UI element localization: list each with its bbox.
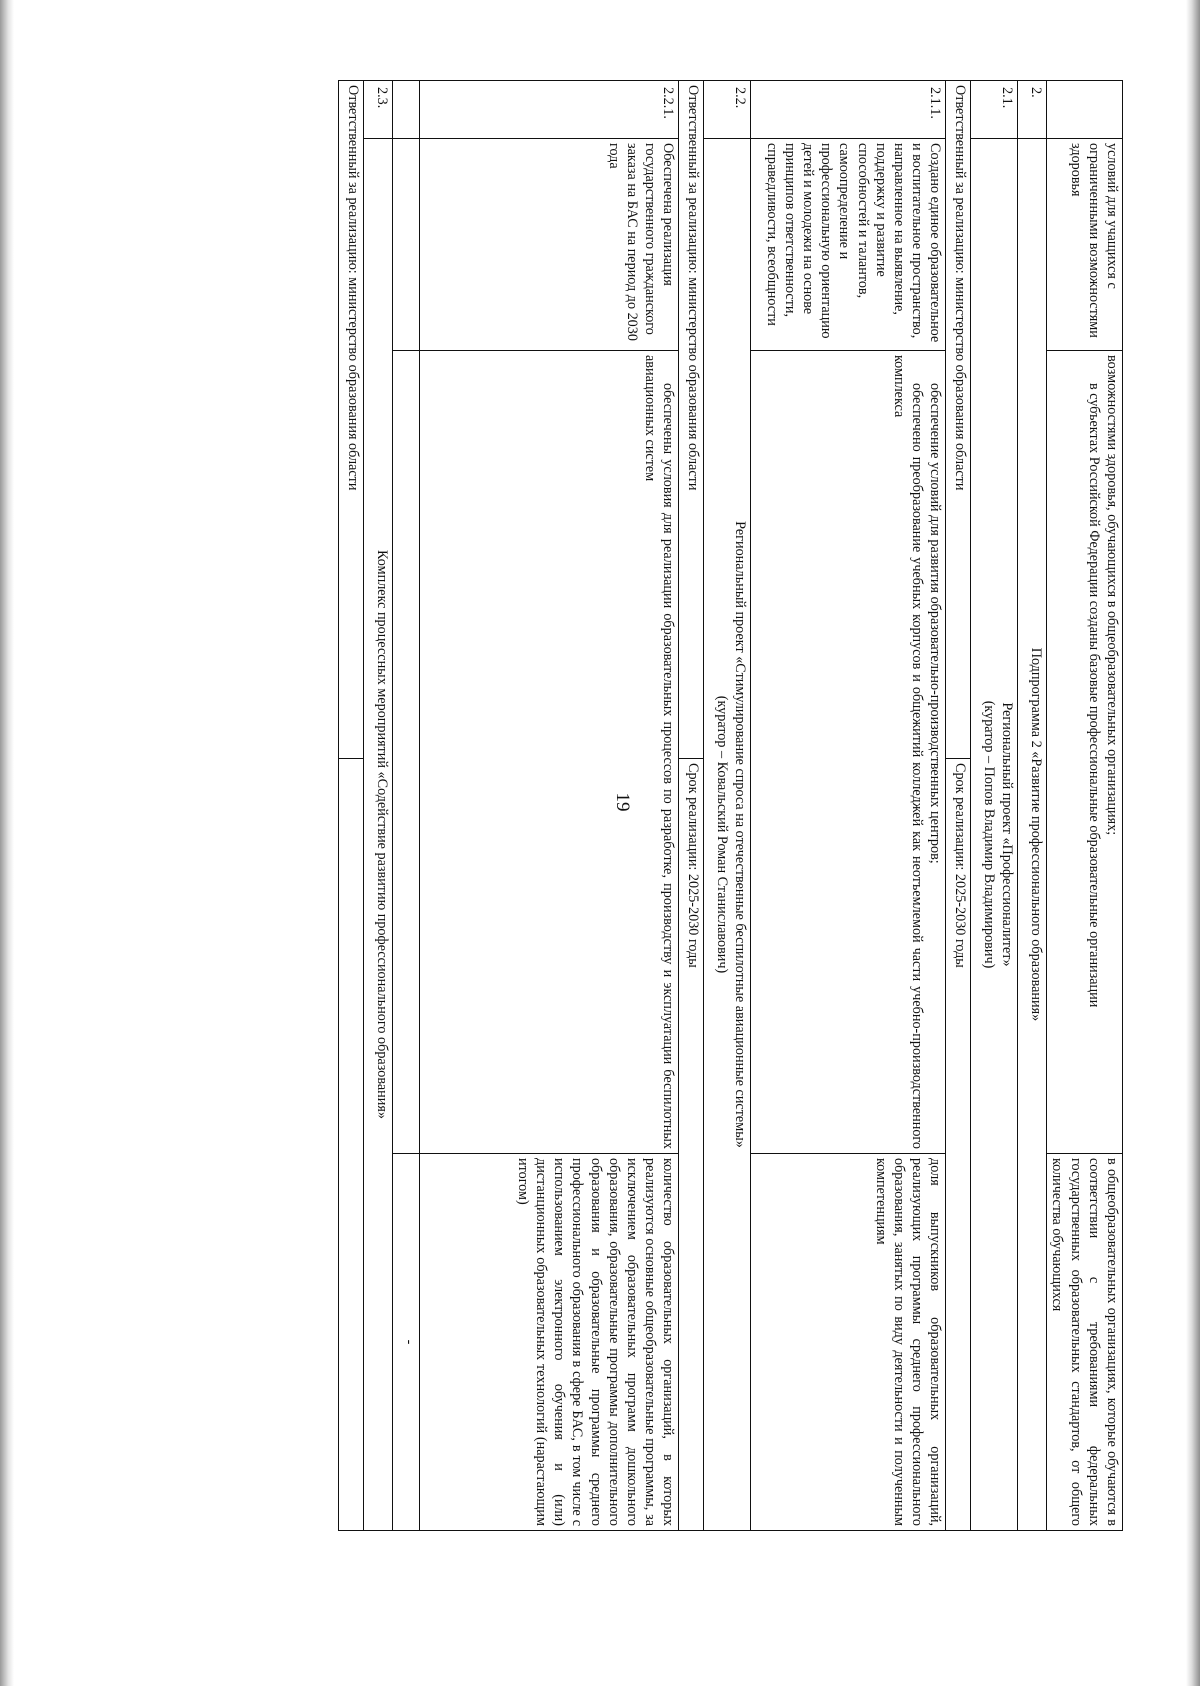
cell-empty-effect bbox=[393, 351, 420, 1154]
rp22-title: Региональный проект «Стимулирование спроса на отечественные беспилотные авиационные системы» bbox=[732, 521, 749, 1148]
effect-221: обеспечены условия для реализации образовательных процессов по разработке, производству и эксплуатации беспилотных авиационных систем bbox=[642, 355, 677, 1149]
cpm23-title: Комплекс процессных мероприятий «Содействие развитию профессионального образования» bbox=[364, 139, 393, 1531]
rotated-table-container bbox=[173, 80, 1123, 1530]
cell-effect-continuation bbox=[1047, 351, 1123, 1154]
table-row-complex-2-3 bbox=[364, 81, 393, 1531]
cell-num-cpm23: 2.3. bbox=[364, 81, 393, 139]
rp22-responsible: Ответственный за реализацию: министерство образования области bbox=[679, 81, 704, 759]
table-row-subprogram-2 bbox=[1018, 81, 1047, 1531]
rp21-responsible: Ответственный за реализацию: министерство образования области bbox=[946, 81, 971, 759]
table-row-rp22-responsible bbox=[679, 81, 704, 1531]
cell-task-continuation: условий для учащихся с ограниченными возможностями здоровья bbox=[1047, 139, 1123, 351]
table-row-regional-project-2-2 bbox=[704, 81, 751, 1531]
cell-num-empty bbox=[1047, 81, 1123, 139]
cell-rp22-title bbox=[704, 139, 751, 1531]
table-row-rp21-responsible bbox=[946, 81, 971, 1531]
table-row-2-2-1 bbox=[420, 81, 679, 1531]
table-row-2-1-1 bbox=[751, 81, 946, 1531]
table-row-2-2-1-empty bbox=[393, 81, 420, 1531]
effect-211-p2: обеспечено преобразование учебных корпусов и общежитий колледжей как неотъемлемой части учебно-производственного комплекса bbox=[890, 355, 926, 1149]
cell-effect-211 bbox=[751, 351, 946, 1154]
cell-rp21-title bbox=[971, 139, 1018, 1531]
subprogram-title: Подпрограмма 2 «Развитие профессионального образования» bbox=[1018, 139, 1047, 1531]
rp22-term: Срок реализации: 2025-2030 годы bbox=[679, 759, 704, 1531]
effect-continuation-line1: возможностями здоровья, обучающихся в общеобразовательных организациях; bbox=[1104, 355, 1120, 836]
cell-task-211: Создано единое образовательное и воспитательное пространство, направленное на выявление, поддержку и развитие способностей и талантов, самоопределение и профессиональную ориентацию детей и молодежи на основе принципов ответственности, справедливости, всеобщности bbox=[751, 139, 946, 351]
cpm23-term-empty bbox=[339, 759, 364, 1531]
cpm23-responsible: Ответственный за реализацию: министерство образования области bbox=[339, 81, 364, 759]
scan-edge-left bbox=[0, 0, 14, 1686]
page-number: 19 bbox=[612, 792, 633, 812]
rp21-term: Срок реализации: 2025-2030 годы bbox=[946, 759, 971, 1531]
cell-effect-221 bbox=[420, 351, 679, 1154]
cell-empty-indicator: - bbox=[393, 1154, 420, 1531]
cell-num-221: 2.2.1. bbox=[420, 81, 679, 139]
rp22-curator: (куратор – Ковальский Роман Станиславович) bbox=[714, 695, 731, 974]
table-row-continuation bbox=[1047, 81, 1123, 1531]
cell-num-rp21: 2.1. bbox=[971, 81, 1018, 139]
cell-num-subprogram: 2. bbox=[1018, 81, 1047, 139]
scan-edge-right bbox=[1186, 0, 1200, 1686]
cell-empty-num bbox=[393, 81, 420, 139]
measures-table bbox=[338, 80, 1123, 1531]
cell-task-221: Обеспечена реализация государственного гражданского заказа на БАС на период до 2030 года bbox=[420, 139, 679, 351]
cell-indicator-211: доля выпускников образовательных организаций, реализующих программы среднего профессионального образования, занятых по виду деятельности и полученным компетенциям bbox=[751, 1154, 946, 1531]
cell-indicator-continuation: в общеобразовательных организациях, которые обучаются в соответствии с требованиями федеральных государственных образовательных стандартов, от общего количества обучающихся bbox=[1047, 1154, 1123, 1531]
cell-indicator-221: количество образовательных организаций, в которых реализуются основные общеобразовательные программы, за исключением образовательных программ дошкольного образования, образовательные программы дополнительного образования и образовательные программы среднего профессионального образования в сфере БАС, в том числе с использованием электронного обучения и (или) дистанционных образовательных технологий (нарастающим итогом) bbox=[420, 1154, 679, 1531]
effect-211-p1: обеспечение условий для развития образовательно-производственных центров; bbox=[927, 383, 944, 864]
rp21-curator: (куратор – Попов Владимир Владимирович) bbox=[981, 700, 998, 969]
cell-num-211: 2.1.1. bbox=[751, 81, 946, 139]
effect-continuation-line2: в субъектах Российской Федерации созданы базовые профессиональные образовательные организации bbox=[1085, 383, 1102, 1008]
cell-num-rp22: 2.2. bbox=[704, 81, 751, 139]
table-row-regional-project-2-1 bbox=[971, 81, 1018, 1531]
table-row-cpm23-responsible bbox=[339, 81, 364, 1531]
rp21-title: Региональный проект «Профессионалитет» bbox=[999, 702, 1016, 967]
cell-empty-task bbox=[393, 139, 420, 351]
